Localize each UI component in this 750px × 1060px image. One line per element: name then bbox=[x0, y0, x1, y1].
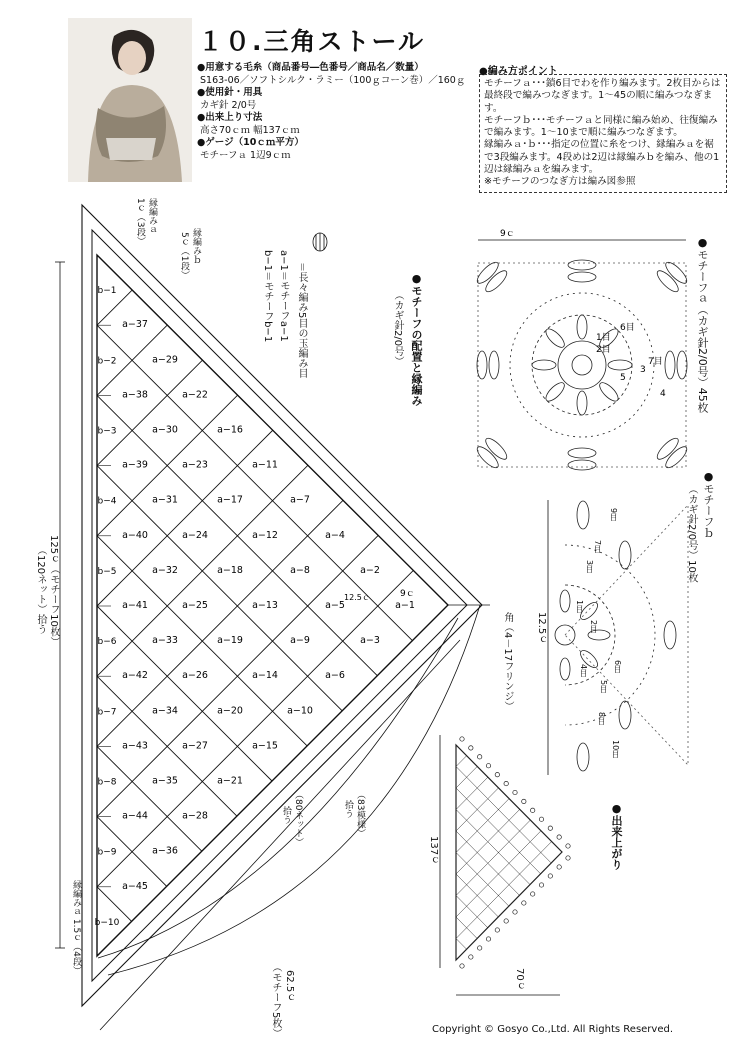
page-title: １０.三角ストール bbox=[198, 27, 425, 56]
motif-b-inner-petal bbox=[560, 590, 570, 612]
motif-a-cell-label: a−27 bbox=[182, 740, 208, 752]
motif-a-outer-bobble bbox=[489, 351, 499, 379]
fringe-dot bbox=[539, 817, 543, 821]
motif-a-outer-bobble bbox=[568, 260, 596, 270]
motif-b-outer-bobble bbox=[619, 541, 631, 569]
fringe-dot bbox=[548, 826, 552, 830]
dim-80-sub-label: 拾う bbox=[281, 806, 291, 824]
motif-a-outer-bobble bbox=[663, 259, 690, 286]
motif-a-inner-petal bbox=[577, 391, 587, 415]
motif-b-round-1: 1目 bbox=[575, 600, 584, 614]
motif-b-chart bbox=[555, 501, 688, 771]
motif-a-cell-label: a−22 bbox=[182, 389, 208, 401]
fringe-dot bbox=[460, 737, 464, 741]
dim-120-label: （120ネット）拾う bbox=[35, 545, 46, 635]
dim-83-label: （83模様） bbox=[355, 790, 365, 838]
motif-a-round-4: 4 bbox=[660, 389, 666, 399]
motif-a-cell-label: a−41 bbox=[122, 600, 148, 611]
motif-a-cell-label: a−25 bbox=[182, 600, 208, 611]
fringe-dot bbox=[469, 955, 473, 959]
motif-b-outer-bobble bbox=[577, 501, 589, 529]
motif-b-round-5: 5目 bbox=[599, 680, 608, 694]
grid-line-dr bbox=[97, 606, 272, 781]
motif-a-cell-label: a−24 bbox=[182, 529, 208, 541]
spec-size-value: 高さ70ｃｍ 幅137ｃｍ bbox=[200, 124, 300, 136]
motif-a-inner-petal bbox=[543, 326, 567, 350]
motif-a-cell-label: a−26 bbox=[182, 670, 208, 682]
finished-dim-137: 137ｃ bbox=[428, 836, 439, 866]
motif-b-cell-label: b−4 bbox=[97, 496, 117, 507]
motif-a-dim-label: 9ｃ bbox=[500, 229, 515, 239]
motif-a-cell-label: a−43 bbox=[122, 740, 148, 752]
finished-grid-line bbox=[456, 777, 488, 809]
motif-b-cell-label: b−10 bbox=[94, 917, 120, 928]
motif-a-cell-label: a−17 bbox=[217, 494, 243, 506]
motif-b-petals bbox=[560, 501, 676, 771]
layout-heading: ●モチーフの配置と縁編み bbox=[410, 272, 423, 406]
fringe-dot bbox=[477, 946, 481, 950]
legend-symbol-text: ＝長々編み5目の玉編み目 bbox=[296, 262, 307, 379]
motif-a-cell-label: a−45 bbox=[122, 880, 148, 892]
motif-a-inner-petal bbox=[608, 360, 632, 370]
motif-a-cell-label: a−13 bbox=[252, 600, 278, 611]
motif-a-cell-label: a−5 bbox=[325, 600, 345, 611]
motif-b-cell-label: b−5 bbox=[97, 566, 117, 577]
motif-b-round-3: 3目 bbox=[585, 560, 594, 574]
motif-a-cell-label: a−10 bbox=[287, 705, 313, 717]
motif-a-inner-petal bbox=[543, 380, 567, 404]
motif-a-outer-bobble bbox=[477, 351, 487, 379]
motif-a-cell-label: a−36 bbox=[152, 845, 178, 857]
motif-b-cell-label: b−9 bbox=[97, 847, 117, 858]
fringe-dot bbox=[530, 892, 534, 896]
edge-a-top-label: 縁編みａ bbox=[147, 198, 157, 234]
dim-12-5c-label: 12.5ｃ bbox=[344, 593, 370, 602]
grid-line-ur bbox=[97, 430, 273, 606]
motif-a-cell-label: a−29 bbox=[152, 354, 178, 366]
motif-b-inner-petal bbox=[560, 658, 570, 680]
legend-b-text: b−1＝モチーフb−1 bbox=[262, 250, 273, 343]
motif-a-cell-label: a−2 bbox=[360, 564, 380, 576]
motif-a-round-5: 5 bbox=[620, 373, 626, 383]
dim-83-sub-label: 拾う bbox=[343, 800, 353, 818]
fringe-dot bbox=[557, 865, 561, 869]
fringe-dot bbox=[495, 928, 499, 932]
motif-a-cell-label: a−1 bbox=[395, 600, 415, 611]
point-motif-b: モチーフｂ･･･モチーフａと同様に編み始め、往復編みで編みます。1〜10まで順に編みつなぎます。 bbox=[484, 114, 718, 139]
motif-b-round-10: 10目 bbox=[611, 740, 620, 759]
dimension-lines bbox=[55, 262, 490, 1030]
motif-a-cell-label: a−3 bbox=[360, 635, 380, 647]
motif-a-cell-label: a−8 bbox=[290, 564, 310, 576]
motif-b-cell-label: b−6 bbox=[97, 637, 117, 648]
fringe-dot bbox=[566, 856, 570, 860]
fringe-dot bbox=[522, 799, 526, 803]
finished-stole bbox=[456, 737, 570, 968]
fringe-dot bbox=[504, 919, 508, 923]
motif-a-outer-bobble bbox=[483, 268, 510, 295]
fringe-dot bbox=[504, 781, 508, 785]
finished-grid-line bbox=[456, 896, 488, 928]
motif-a-outer-bobble bbox=[568, 448, 596, 458]
motif-a-cell-label: a−16 bbox=[217, 424, 243, 436]
motif-a-round-1: 1目 bbox=[596, 333, 611, 343]
motif-b-round-4: 4目 bbox=[579, 664, 588, 678]
fringe-dot bbox=[486, 764, 490, 768]
motif-b-outer-bobble bbox=[664, 621, 676, 649]
motif-a-cell-label: a−9 bbox=[290, 635, 310, 647]
motif-b-dim-label: 12.5ｃ bbox=[536, 612, 547, 645]
motif-b-outer-bobble bbox=[577, 743, 589, 771]
points-heading: ●編み方ポイント bbox=[479, 66, 558, 77]
motif-b-round-2: 2目 bbox=[589, 620, 598, 634]
grid-line-dr bbox=[97, 746, 202, 851]
grid-line-ur bbox=[97, 570, 413, 886]
finished-grid-line bbox=[456, 853, 509, 907]
finished-grid-line bbox=[456, 939, 467, 950]
edge-a-bottom-label: 縁編みａ 1.5ｃ（4段） bbox=[71, 880, 81, 975]
motif-b-heading: ●モチーフｂ bbox=[702, 470, 715, 538]
motif-a-cell-label: a−21 bbox=[217, 775, 243, 787]
motif-a-cell-label: a−28 bbox=[182, 810, 208, 822]
motif-a-heading: ●モチーフａ（カギ針2/0号）45枚 bbox=[696, 236, 709, 413]
fringe-dot bbox=[495, 772, 499, 776]
motif-a-round-2: 2目 bbox=[596, 345, 611, 355]
motif-a-cell-label: a−32 bbox=[152, 564, 178, 576]
motif-a-cell-label: a−44 bbox=[122, 810, 148, 822]
motif-b-round-8: 8目 bbox=[597, 712, 606, 726]
motif-b-heading-sub: （カギ針2/0号）10枚 bbox=[686, 484, 697, 583]
motif-a-outer-bobble bbox=[483, 435, 510, 462]
motif-a-cell-label: a−4 bbox=[325, 529, 345, 541]
motif-a-cell-label: a−19 bbox=[217, 635, 243, 647]
motif-a-cell-label: a−7 bbox=[290, 494, 310, 506]
motif-b-round-7: 7目 bbox=[593, 540, 602, 554]
motif-a-cell-label: a−6 bbox=[325, 670, 345, 682]
motif-b-cell-label: b−1 bbox=[97, 286, 117, 297]
point-edging: 縁編みａ･ｂ･･･指定の位置に糸をつけ、縁編みａを裾で3段編みます。4段めは2辺は縁編みｂを編み、他の1辺は縁編みａを編みます。 bbox=[484, 139, 720, 176]
motif-a-cell-label: a−14 bbox=[252, 670, 278, 682]
spec-needle-heading: ●使用針・用具 bbox=[197, 87, 263, 98]
motif-a-cell-label: a−30 bbox=[152, 424, 178, 436]
legend-a-text: a−1＝モチーフa−1 bbox=[278, 250, 289, 342]
motif-a-round-6: 6目 bbox=[620, 323, 635, 333]
motif-a-cell-label: a−12 bbox=[252, 529, 278, 541]
motif-b-cell-label: b−7 bbox=[97, 707, 117, 718]
motif-a-cell-label: a−15 bbox=[252, 740, 278, 752]
motif-a-cell-label: a−20 bbox=[217, 705, 243, 717]
motif-b-round-6: 6目 bbox=[613, 660, 622, 674]
fringe-dot bbox=[460, 964, 464, 968]
motif-a-outer-bobble bbox=[654, 268, 681, 295]
motif-a-outer-bobble bbox=[665, 351, 675, 379]
corner-fringe-label: 角（4－17フリンジ） bbox=[502, 612, 513, 712]
motif-a-inner-petal bbox=[577, 315, 587, 339]
motif-a-cell-label: a−37 bbox=[122, 319, 148, 331]
finished-grid-line bbox=[456, 799, 509, 853]
motif-b-cell-label: b−2 bbox=[97, 356, 117, 367]
edge-b-top-label: 縁編みｂ bbox=[191, 228, 201, 264]
motif-b-outer-bobble bbox=[619, 701, 631, 729]
grid-line-ur bbox=[97, 360, 202, 465]
pickup-curve-bottom bbox=[98, 618, 458, 958]
bobble-symbol bbox=[313, 233, 327, 251]
motif-b-cell-label: b−8 bbox=[97, 777, 117, 788]
spec-size-heading: ●出来上り寸法 bbox=[197, 112, 263, 123]
motif-a-round-3: 3 bbox=[640, 365, 646, 375]
copyright: Copyright © Gosyo Co.,Ltd. All Rights Reserved. bbox=[432, 1024, 674, 1035]
fringe-dot bbox=[513, 910, 517, 914]
motif-a-cell-label: a−35 bbox=[152, 775, 178, 787]
motif-a-inner-petal bbox=[597, 380, 621, 404]
point-note: ※モチーフのつなぎ方は編み図参照 bbox=[484, 176, 636, 188]
fringe-dot bbox=[486, 937, 490, 941]
spec-gauge-heading: ●ゲージ（10ｃｍ平方） bbox=[197, 137, 304, 148]
dim-9c-label: 9ｃ bbox=[400, 589, 415, 599]
motif-a-outer-bobble bbox=[568, 460, 596, 470]
edge-b-top-size: 5ｃ（1段） bbox=[179, 232, 189, 280]
fringe-dot bbox=[513, 790, 517, 794]
grid-line-dr bbox=[97, 887, 132, 922]
motif-a-cell-label: a−42 bbox=[122, 670, 148, 682]
motif-b-round-9: 9目 bbox=[609, 508, 618, 522]
edge-a-top-size: 1ｃ（3段） bbox=[135, 198, 145, 246]
motif-a-cell-label: a−39 bbox=[122, 459, 148, 471]
fringe-dot bbox=[557, 835, 561, 839]
motif-a-cell-label: a−31 bbox=[152, 494, 178, 506]
motif-b-cell-label: b−3 bbox=[97, 426, 117, 437]
dim-62-sub-label: （モチーフ5枚） bbox=[270, 962, 281, 1039]
fringe-dot bbox=[469, 746, 473, 750]
spec-gauge-value: モチーフａ 1辺9ｃｍ bbox=[200, 149, 291, 161]
motif-a-outer-bobble bbox=[677, 351, 687, 379]
fringe-dot bbox=[539, 883, 543, 887]
motif-a-outer-bobble bbox=[568, 272, 596, 282]
dim-62-label: 62.5ｃ bbox=[284, 970, 295, 1003]
fringe-dot bbox=[522, 901, 526, 905]
fringe-dot bbox=[566, 844, 570, 848]
motif-a-cell-label: a−11 bbox=[252, 459, 278, 471]
spec-needle-value: カギ針 2/0号 bbox=[200, 99, 257, 111]
motif-a-inner-petal bbox=[532, 360, 556, 370]
point-motif-a: モチーフａ･･･鎖6目でわを作り編みます。2枚目からは最終段で編みつなぎます。1〜45の順に編みつなぎます。 bbox=[484, 78, 721, 114]
spec-yarn-value: S163-06／ソフトシルク・ラミー（100ｇコーン巻）／160ｇ bbox=[200, 74, 466, 86]
motif-a-cell-label: a−34 bbox=[152, 705, 178, 717]
finished-grid-line bbox=[456, 756, 467, 767]
finished-heading: ●出来上がり bbox=[610, 802, 623, 870]
motif-a-cell-label: a−18 bbox=[217, 564, 243, 576]
motif-a-round-7: 7目 bbox=[648, 357, 663, 367]
motif-a-outer-bobble bbox=[654, 435, 681, 462]
motif-a-cell-label: a−23 bbox=[182, 459, 208, 471]
dim-125-label: 125ｃ（モチーフ10枚） bbox=[48, 535, 59, 647]
finished-grid-line bbox=[456, 820, 530, 895]
motif-a-cell-label: a−40 bbox=[122, 529, 148, 541]
finished-grid-line bbox=[456, 842, 551, 939]
motif-a-cell-label: a−33 bbox=[152, 635, 178, 647]
layout-heading-sub: （カギ針2/0号） bbox=[392, 290, 403, 367]
fringe-dot bbox=[477, 755, 481, 759]
motif-a-cell-label: a−38 bbox=[122, 389, 148, 401]
finished-dim-70: 70ｃ bbox=[514, 968, 525, 991]
fringe-dot bbox=[548, 874, 552, 878]
dim-80-label: （80ネット） bbox=[293, 790, 303, 847]
finished-grid-line bbox=[456, 810, 530, 885]
finished-grid-line bbox=[456, 767, 551, 864]
fringe-dot bbox=[530, 808, 534, 812]
spec-yarn-heading: ●用意する毛糸（商品番号―色番号／商品名／数量） bbox=[197, 62, 424, 73]
